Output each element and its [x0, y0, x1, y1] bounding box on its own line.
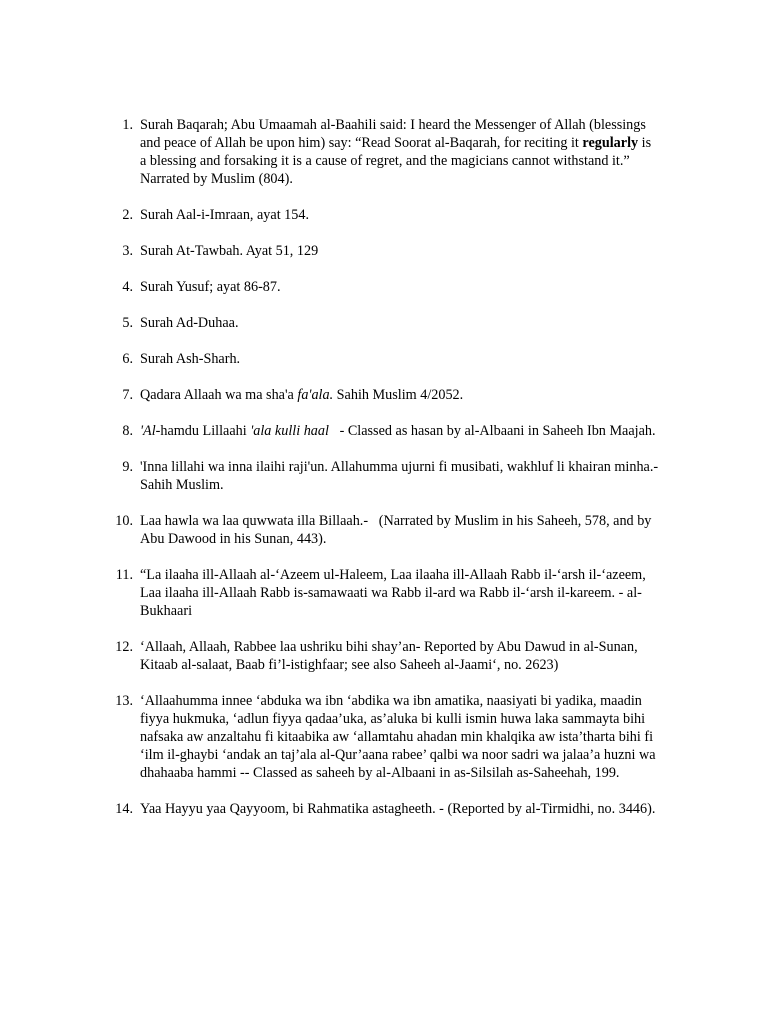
list-text: ‘Allaahumma innee ‘abduka wa ibn ‘abdika wa ibn amatika, naasiyati bi yadika, maadin fiyya hukmuka, ‘adlun fiyya qadaa’uka, as’aluka bi kulli ismin huwa laka sammayta bihi nafsaka aw anzaltahu fi kitaabika aw ‘allamtahu ahadan min khalqika aw ista’tharta bihi fi ‘ilm il-ghaybi ‘andak an taj’ala al-Qur’aana rabee’ qalbi wa noor sadri wa jalaa’a huzni wa dhahaaba hammi -- Classed as saheeh by al-Albaani in as-Silsilah as-Saheehah, 199. — [140, 693, 656, 781]
list-item — [0, 458, 660, 494]
list-item — [0, 422, 660, 440]
list-number: 1. — [122, 117, 133, 133]
list-text: “La ilaaha ill-Allaah al-‘Azeem ul-Haleem, Laa ilaaha ill-Allaah Rabb il-‘arsh il-‘azeem, Laa ilaaha ill-Allaah Rabb is-samawaati wa Rabb il-ard wa Rabb il-‘arsh il-kareem. - al-Bukhaari — [140, 567, 646, 619]
emphasis-italic: fa'ala. — [297, 387, 334, 403]
emphasis-bold: regularly — [582, 135, 639, 151]
list-text: Surah At-Tawbah. Ayat 51, 129 — [140, 243, 319, 259]
list-number: 5. — [122, 315, 133, 331]
list-item — [0, 116, 660, 188]
list-number: 3. — [122, 243, 133, 259]
list-text: 'Inna lillahi wa inna ilaihi raji'un. Allahumma ujurni fi musibati, wakhluf li khairan minha.- Sahih Muslim. — [140, 459, 659, 493]
list-item — [0, 314, 660, 332]
numbered-list — [0, 116, 768, 836]
list-item — [0, 566, 660, 620]
list-text: 'Al-hamdu Lillaahi 'ala kulli haal - Classed as hasan by al-Albaani in Saheeh Ibn Maajah. — [140, 423, 656, 439]
list-number: 9. — [122, 459, 133, 475]
list-item — [0, 386, 660, 404]
list-text: Surah Ash-Sharh. — [140, 351, 241, 367]
list-number: 7. — [122, 387, 133, 403]
list-text: Surah Baqarah; Abu Umaamah al-Baahili said: I heard the Messenger of Allah (blessings and peace of Allah be upon him) say: “Read Soorat al-Baqarah, for reciting it regularly is a blessing and forsaking it is a cause of regret, and the magicians cannot withstand it.” Narrated by Muslim (804). — [140, 117, 652, 187]
emphasis-italic: 'ala kulli haal — [250, 423, 329, 439]
list-item — [0, 512, 660, 548]
list-item — [0, 638, 660, 674]
list-item — [0, 206, 660, 224]
list-number: 12. — [115, 639, 133, 655]
list-item — [0, 692, 660, 782]
list-text: Yaa Hayyu yaa Qayyoom, bi Rahmatika astagheeth. - (Reported by al-Tirmidhi, no. 3446). — [140, 801, 656, 817]
list-item — [0, 350, 660, 368]
list-number: 14. — [115, 801, 133, 817]
emphasis-italic: 'Al- — [140, 423, 161, 439]
list-text: Laa hawla wa laa quwwata illa Billaah.- (Narrated by Muslim in his Saheeh, 578, and by Abu Dawood in his Sunan, 443). — [140, 513, 655, 547]
list-text: Surah Yusuf; ayat 86-87. — [140, 279, 281, 295]
list-number: 4. — [122, 279, 133, 295]
list-number: 8. — [122, 423, 133, 439]
list-number: 10. — [115, 513, 133, 529]
list-number: 13. — [115, 693, 133, 709]
list-number: 11. — [115, 567, 133, 583]
list-number: 6. — [122, 351, 133, 367]
list-item — [0, 800, 660, 818]
list-text: Qadara Allaah wa ma sha'a fa'ala. Sahih Muslim 4/2052. — [140, 387, 464, 403]
list-item — [0, 242, 660, 260]
list-item — [0, 278, 660, 296]
list-text: Surah Ad-Duhaa. — [140, 315, 239, 331]
list-number: 2. — [122, 207, 133, 223]
list-text: Surah Aal-i-Imraan, ayat 154. — [140, 207, 310, 223]
list-text: ‘Allaah, Allaah, Rabbee laa ushriku bihi shay’an- Reported by Abu Dawud in al-Sunan, Kitaab al-salaat, Baab fi’l-istighfaar; see also Saheeh al-Jaami‘, no. 2623) — [140, 639, 638, 673]
